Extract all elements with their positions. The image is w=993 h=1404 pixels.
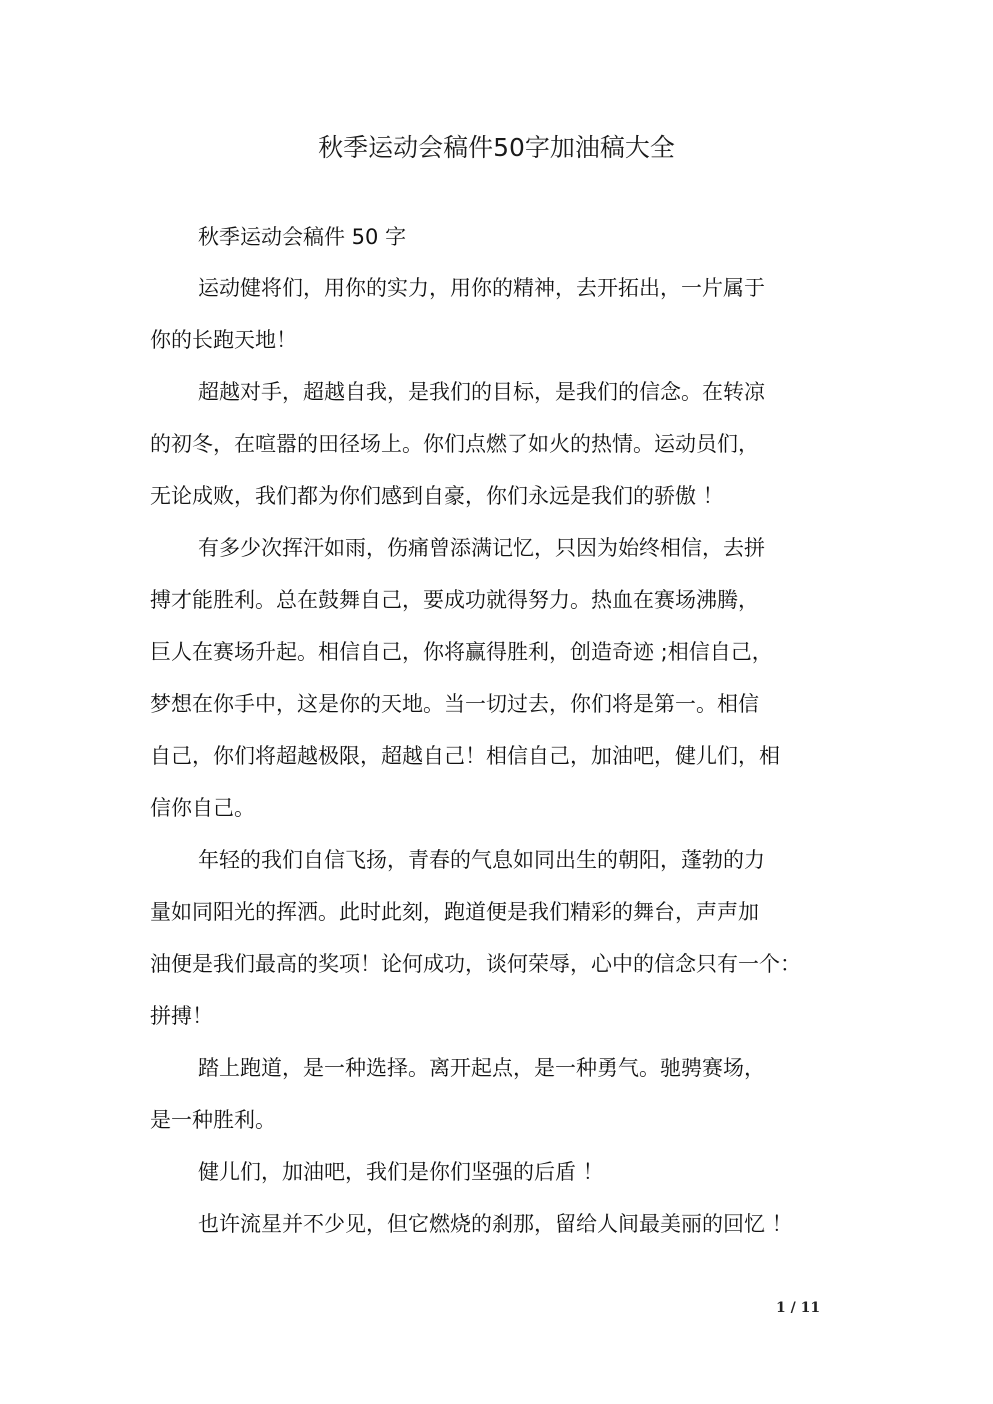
body-line: 搏才能胜利。总在鼓舞自己，要成功就得努力。热血在赛场沸腾，	[150, 588, 759, 612]
body-line: 超越对手，超越自我，是我们的目标，是我们的信念。在转凉	[198, 380, 765, 404]
body-line: 也许流星并不少见，但它燃烧的刹那，留给人间最美丽的回忆 ！	[198, 1212, 793, 1236]
body-line: 信你自己。	[150, 796, 255, 820]
body-line: 健儿们，加油吧，我们是你们坚强的后盾 ！	[198, 1160, 604, 1184]
body-line: 拼搏！	[150, 1004, 213, 1028]
page-indicator: 1 / 11	[776, 1300, 821, 1316]
body-line: 运动健将们，用你的实力，用你的精神，去开拓出，一片属于	[198, 276, 765, 300]
body-line: 油便是我们最高的奖项！论何成功，谈何荣辱，心中的信念只有一个：	[150, 952, 801, 976]
body-line: 有多少次挥汗如雨，伤痛曾添满记忆，只因为始终相信，去拼	[198, 536, 765, 560]
body-line: 的初冬，在喧嚣的田径场上。你们点燃了如火的热情。运动员们，	[150, 432, 759, 456]
body-line: 年轻的我们自信飞扬，青春的气息如同出生的朝阳，蓬勃的力	[198, 848, 765, 872]
body-line: 巨人在赛场升起。相信自己，你将赢得胜利，创造奇迹 ;相信自己，	[150, 640, 773, 664]
body-line: 秋季运动会稿件 50 字	[198, 225, 407, 249]
body-line: 无论成败，我们都为你们感到自豪，你们永远是我们的骄傲 ！	[150, 484, 724, 508]
body-line: 自己，你们将超越极限，超越自己！相信自己，加油吧，健儿们，相	[150, 744, 780, 768]
body-line: 你的长跑天地！	[150, 328, 297, 352]
body-line: 梦想在你手中，这是你的天地。当一切过去，你们将是第一。相信	[150, 692, 759, 716]
body-line: 是一种胜利。	[150, 1108, 276, 1132]
body-line: 踏上跑道，是一种选择。离开起点，是一种勇气。驰骋赛场，	[198, 1056, 765, 1080]
body-line: 量如同阳光的挥洒。此时此刻，跑道便是我们精彩的舞台，声声加	[150, 900, 759, 924]
document-title: 秋季运动会稿件50字加油稿大全	[318, 133, 675, 162]
